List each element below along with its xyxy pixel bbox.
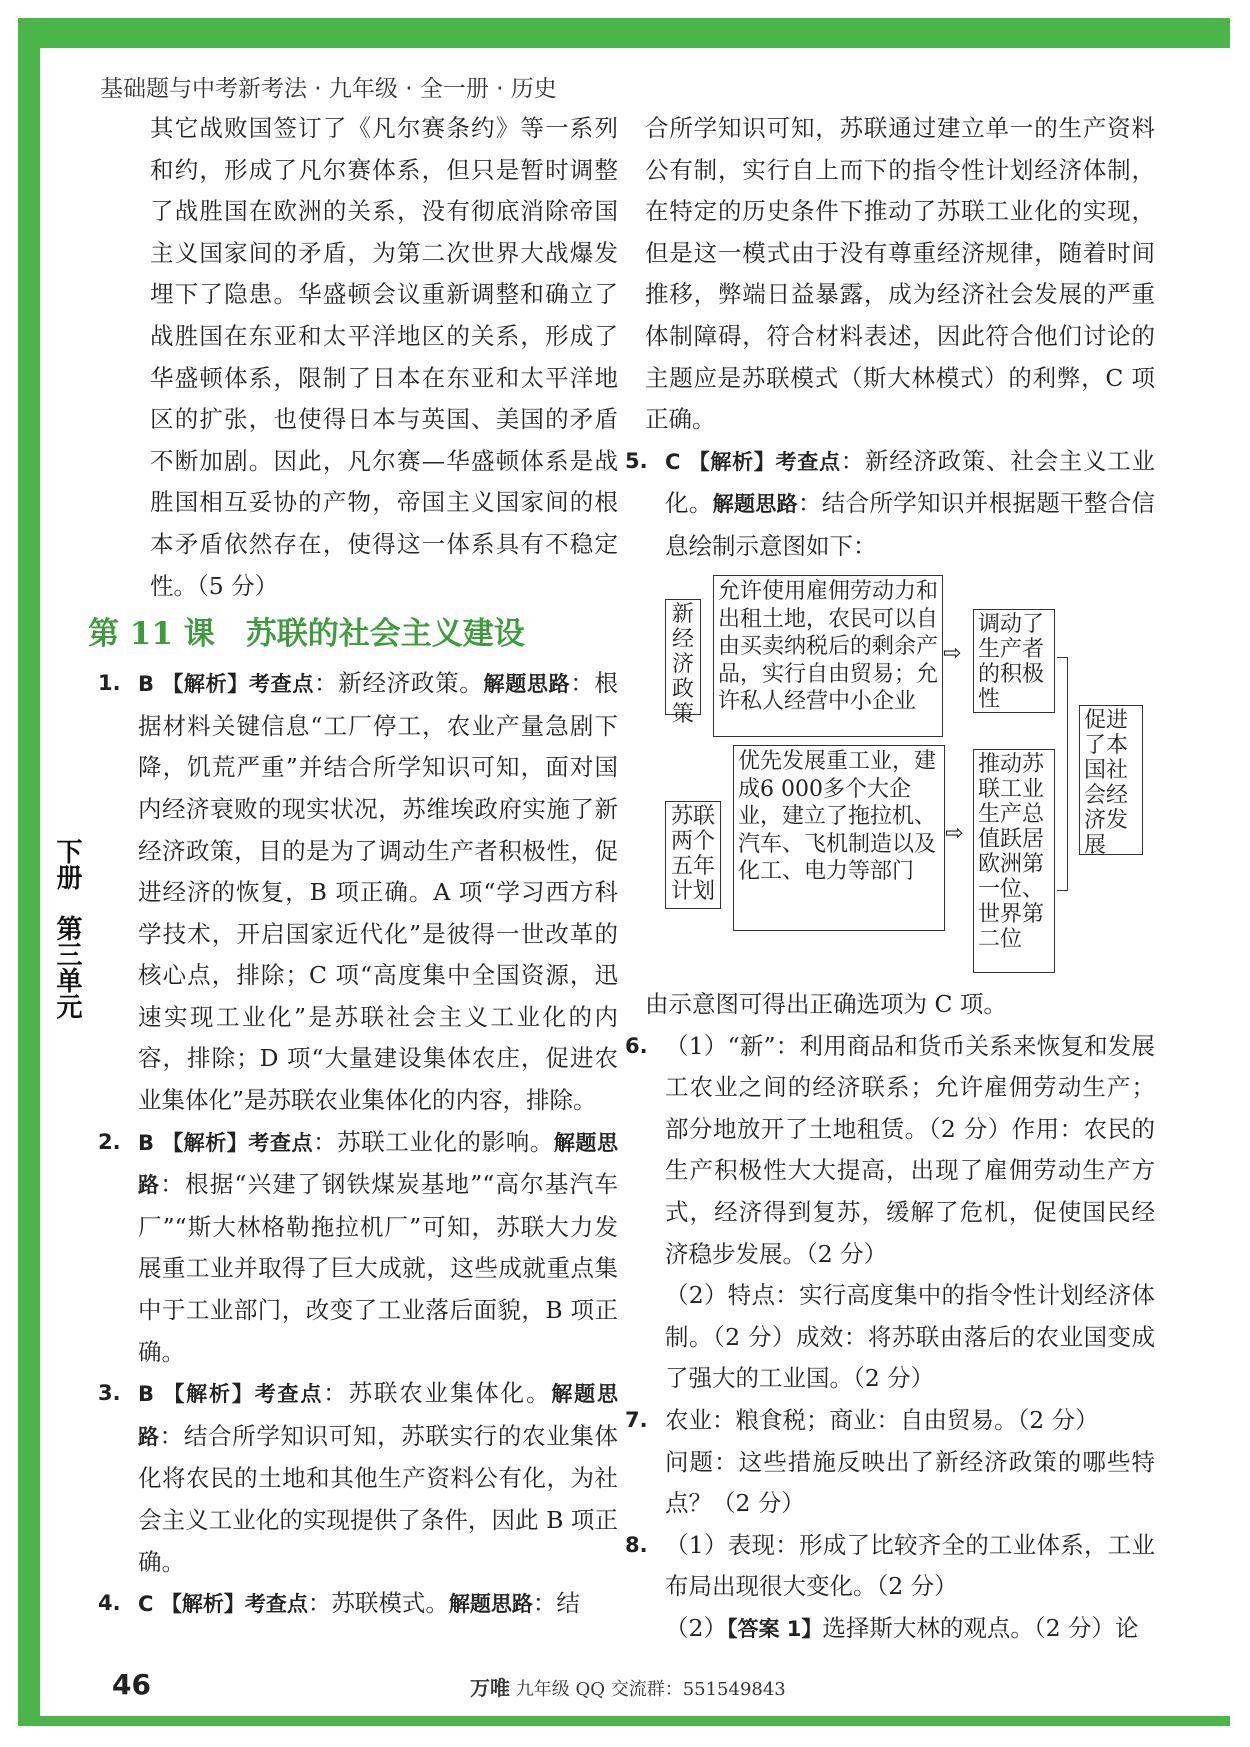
answer-letter: C xyxy=(665,449,681,474)
answer-item-5 xyxy=(625,441,1155,568)
item-number: 8. xyxy=(625,1532,648,1557)
answer-item-7 xyxy=(625,1400,1155,1442)
analysis-tag: 【解析】考查点 xyxy=(162,672,315,697)
item-number: 6. xyxy=(625,1033,648,1058)
running-header: 基础题与中考新考法 · 九年级 · 全一册 · 历史 xyxy=(100,76,557,102)
answer-letter: C xyxy=(138,1592,154,1617)
analysis-text: ：新经济政策。 xyxy=(314,669,484,698)
diagram-box-plan-result: 推动苏联工业生产总值跃居欧洲第一位、世界第二位 xyxy=(973,749,1055,973)
answer-tag: 【答案 1】 xyxy=(726,1616,823,1641)
thinking-tag: 解题思路 xyxy=(138,1130,618,1198)
analysis-text: ：新经济政策、社会主义工业化。 xyxy=(665,446,1155,518)
side-tab-unit xyxy=(50,915,84,1026)
answer-letter: B xyxy=(138,1130,155,1155)
item-8-part-2 xyxy=(665,1608,1155,1651)
answer-item-6 xyxy=(625,1026,1155,1276)
item-number: 3. xyxy=(98,1381,121,1406)
page-number: 46 xyxy=(112,1668,151,1701)
thinking-text: ：根据材料关键信息“工厂停工，农业产量急剧下降，饥荒严重”并结合所学知识可知，面对国内经济衰败的现实状况，苏维埃政府实施了新经济政策，目的是为了调动生产者积极性，促进经济的恢复，B 项正确。A 项“学习西方科学技术，开启国家近代化”是彼得一世改革的核心点，排除；C 项“高度集中全国资源，迅速实现工业化”是苏联社会主义工业化的内容，排除；D 项“大量建设集体农庄，促进农业集体化”是苏联农业集体化的内容，排除。 xyxy=(138,669,619,1115)
footer-brand: 万唯 xyxy=(470,1676,510,1700)
top-green-bar xyxy=(18,18,1230,48)
diagram-box-nep-desc: 允许使用雇佣劳动力和出租土地，农民可以自由买卖纳税后的剩余产品，实行自由贸易；允许私人经营中小企业 xyxy=(713,575,943,737)
diagram-conclusion: 由示意图可得出正确选项为 C 项。 xyxy=(645,990,1007,1018)
thinking-tag: 解题思路 xyxy=(448,1592,533,1617)
thinking-tag: 解题思路 xyxy=(483,672,571,697)
analysis-text: ：苏联工业化的影响。 xyxy=(313,1127,554,1156)
lesson-title: 第 11 课 苏联的社会主义建设 xyxy=(88,616,525,653)
left-column xyxy=(88,108,619,1626)
answer-item-8 xyxy=(625,1525,1155,1608)
brace-bracket xyxy=(1057,657,1068,891)
answer-letter: B xyxy=(138,1382,155,1407)
answer-item-3 xyxy=(98,1373,618,1583)
answer-item-2 xyxy=(98,1122,618,1374)
analysis-text: ：苏联模式。 xyxy=(307,1589,449,1618)
thinking-text: ：结合所学知识可知，苏联实行的农业集体化将农民的土地和其他生产资料公有化，为社会主义工业化的实现提供了条件，因此 B 项正确。 xyxy=(138,1421,619,1576)
thinking-text: ：结 xyxy=(532,1589,580,1618)
diagram-box-plan: 苏联两个五年计划 xyxy=(665,801,721,909)
part-marker: （2） xyxy=(665,1613,727,1642)
thinking-text: ：结合所学知识并根据题干整合信息绘制示意图如下： xyxy=(665,489,1156,560)
item-8-part-1: （1）表现：形成了比较齐全的工业体系，工业布局出现很大变化。（2 分） xyxy=(665,1530,1155,1601)
diagram-box-final: 促进了本国社会经济发展 xyxy=(1079,705,1143,855)
analysis-text: ：苏联农业集体化。 xyxy=(323,1379,552,1408)
item-number: 4. xyxy=(98,1591,121,1616)
item-number: 1. xyxy=(98,671,121,696)
right-column xyxy=(625,108,1156,568)
item-number: 5. xyxy=(625,448,648,473)
thinking-tag: 解题思路 xyxy=(712,492,798,517)
diagram-box-plan-desc: 优先发展重工业，建成6 000多个大企业，建立了拖拉机、汽车、飞机制造以及化工、电力等部门 xyxy=(733,745,945,931)
bottom-green-bar xyxy=(18,1716,1230,1726)
thinking-text: ：根据“兴建了钢铁煤炭基地”“高尔基汽车厂”“斯大林格勒拖拉机厂”可知，苏联大力发展重工业并取得了巨大成就，这些成就重点集中于工业部门，改变了工业落后面貌，B 项正确。 xyxy=(138,1170,618,1366)
analysis-tag: 【解析】考查点 xyxy=(162,1130,314,1155)
side-tab-volume xyxy=(50,838,84,897)
item-4-continued: 合所学知识可知，苏联通过建立单一的生产资料公有制，实行自上而下的指令性计划经济体制，在特定的历史条件下推动了苏联工业化的实现，但是这一模式由于没有尊重经济规律，随着时间推移，弊端日益暴露，成为经济社会发展的严重体制障碍，符合材料表述，因此符合他们讨论的主题应是苏联模式（斯大林模式）的利弊，C 项正确。 xyxy=(645,114,1155,434)
thinking-tag: 解题思路 xyxy=(138,1382,619,1449)
item-8-part-2-text: 选择斯大林的观点。（2 分）论 xyxy=(822,1613,1139,1642)
schematic-diagram xyxy=(665,573,1165,983)
item-6-part-2: （2）特点：实行高度集中的指令性计划经济体制。（2 分）成效：将苏联由落后的农业国变成了强大的工业国。（2 分） xyxy=(665,1281,1155,1393)
side-unit-text: 第三单元 xyxy=(52,915,82,1019)
item-number: 7. xyxy=(625,1407,648,1432)
item-7-part-2: 问题：这些措施反映出了新经济政策的哪些特点？（2 分） xyxy=(665,1447,1155,1518)
diagram-box-nep-result: 调动了生产者的积极性 xyxy=(973,609,1055,713)
analysis-tag: 【解析】考查点 xyxy=(688,449,841,474)
continued-paragraph: 其它战败国签订了《凡尔赛条约》等一系列和约，形成了凡尔赛体系，但只是暂时调整了战胜国在欧洲的关系，没有彻底消除帝国主义国家间的矛盾，为第二次世界大战爆发埋下了隐患。华盛顿会议重新调整和确立了战胜国在东亚和太平洋地区的关系，形成了华盛顿体系，限制了日本在东亚和太平洋地区的扩张，也使得日本与英国、美国的矛盾不断加剧。因此，凡尔赛—华盛顿体系是战胜国相互妥协的产物，帝国主义国家间的根本矛盾依然存在，使得这一体系具有不稳定性。（5 分） xyxy=(150,114,618,600)
right-column-lower xyxy=(625,990,1155,1651)
item-7-part-1: 农业：粮食税；商业：自由贸易。（2 分） xyxy=(665,1405,1099,1434)
item-number: 2. xyxy=(98,1129,121,1154)
arrow-icon: ⇨ xyxy=(943,641,962,666)
analysis-tag: 【解析】考查点 xyxy=(163,1382,324,1407)
footer-text: 九年级 QQ 交流群：551549843 xyxy=(515,1679,786,1700)
answer-letter: B xyxy=(138,672,155,697)
diagram-box-nep: 新经济政策 xyxy=(665,599,701,715)
answer-item-4 xyxy=(98,1583,618,1626)
footer xyxy=(470,1672,786,1701)
left-green-bar xyxy=(18,18,40,1718)
analysis-tag: 【解析】考查点 xyxy=(160,1592,308,1617)
arrow-icon: ⇨ xyxy=(945,821,964,846)
answer-item-1 xyxy=(98,663,618,1122)
item-6-part-1: （1）“新”：利用商品和货币关系来恢复和发展工农业之间的经济联系；允许雇佣劳动生产；部分地放开了土地租赁。（2 分）作用：农民的生产积极性大大提高，出现了雇佣劳动生产方式，经济得到复苏，缓解了危机，促使国民经济稳步发展。（2 分） xyxy=(665,1031,1155,1268)
side-vol-text: 下册 xyxy=(52,838,82,890)
